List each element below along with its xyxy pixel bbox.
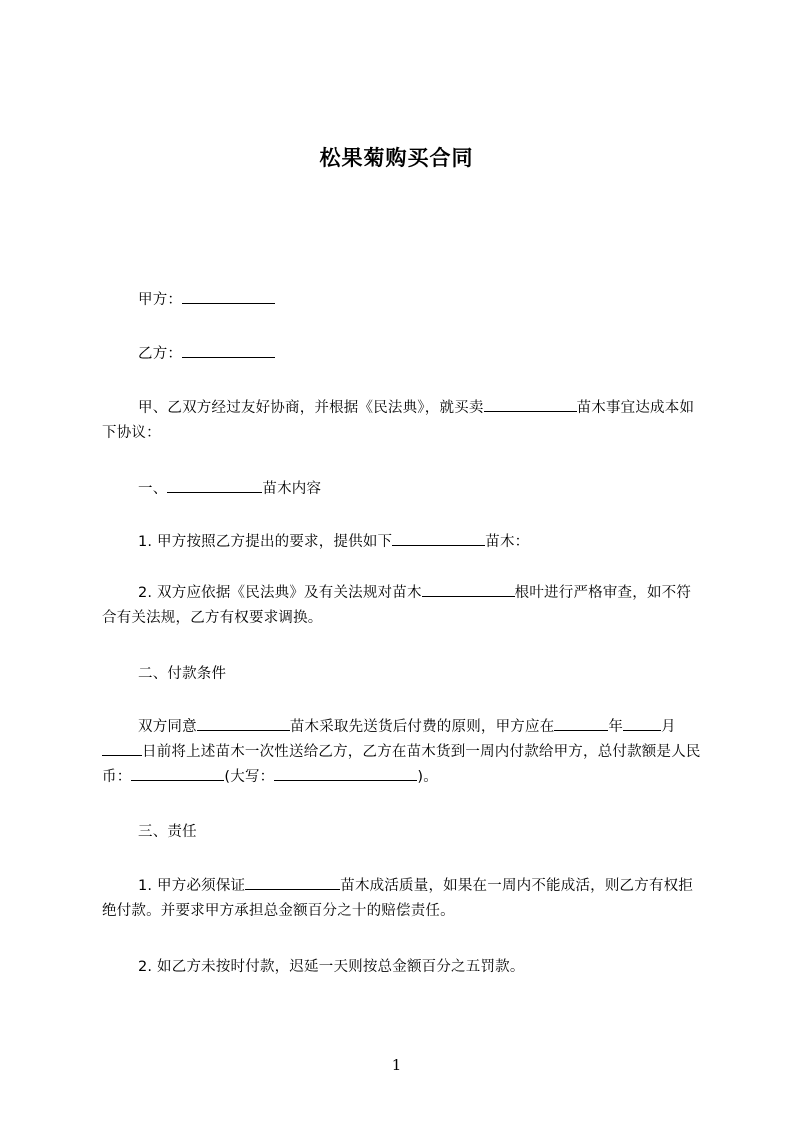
- clause-3-2: 2. 如乙方未按时付款，迟延一天则按总金额百分之五罚款。: [138, 959, 525, 975]
- contract-title: 松果菊购买合同: [319, 146, 474, 170]
- clause-1-2: [102, 581, 702, 631]
- section-1-blank[interactable]: [167, 477, 262, 493]
- party-b-blank[interactable]: [182, 342, 275, 358]
- clause-1-2-text-b: 根叶进行严格审查，如不符合有关法规，乙方有权要求调换。: [102, 585, 692, 626]
- clause-1-1-blank[interactable]: [392, 530, 485, 546]
- page-number: 1: [391, 1056, 402, 1074]
- party-a-line: [102, 288, 702, 313]
- payment-amount-blank[interactable]: [131, 765, 224, 781]
- clause-1-2-text-a: 2. 双方应依据《民法典》及有关法规对苗木: [138, 585, 422, 601]
- section-1-text: 苗木内容: [262, 481, 322, 497]
- payment-day-blank[interactable]: [102, 740, 142, 756]
- payment-seedling-blank[interactable]: [197, 715, 290, 731]
- payment-year-label: 年: [608, 719, 624, 735]
- party-b-label: 乙方：: [138, 346, 183, 362]
- clause-1-1-text-a: 1. 甲方按照乙方提出的要求，提供如下: [138, 534, 393, 550]
- clause-3-1: [102, 874, 702, 924]
- intro-text-b: 苗木事宜达成本如下协议：: [102, 400, 695, 441]
- intro-seedling-blank[interactable]: [484, 396, 577, 412]
- clause-3-1-text-a: 1. 甲方必须保证: [138, 878, 246, 894]
- payment-text-f: (大写：: [224, 769, 275, 785]
- payment-year-blank[interactable]: [554, 715, 608, 731]
- party-a-blank[interactable]: [182, 288, 275, 304]
- clause-3-1-blank[interactable]: [245, 874, 340, 890]
- payment-text-b: 苗木采取先送货后付费的原则，甲方应在: [289, 719, 555, 735]
- payment-month-blank[interactable]: [623, 715, 661, 731]
- section-1-heading: [102, 477, 702, 502]
- party-b-line: [102, 342, 702, 367]
- payment-paragraph: [102, 715, 702, 790]
- intro-paragraph: [102, 396, 702, 446]
- party-a-label: 甲方：: [138, 292, 183, 308]
- clause-3-1-text-b: 苗木成活质量，如果在一周内不能成活，则乙方有权拒绝付款。并要求甲方承担总金额百分之十的赔偿责任。: [102, 878, 694, 919]
- payment-text-e: 日前将上述苗木一次性送给乙方，乙方在苗木货到一周内付款给甲方，总付款额是人民币：: [102, 744, 701, 785]
- clause-1-1: [102, 530, 702, 555]
- section-1-number: 一、: [138, 481, 168, 497]
- clause-1-1-text-b: 苗木：: [485, 534, 530, 550]
- payment-text-g: )。: [417, 769, 438, 785]
- section-3-heading: 三、责任: [138, 824, 197, 840]
- intro-text-a: 甲、乙双方经过友好协商，并根据《民法典》，就买卖: [138, 400, 484, 416]
- clause-1-2-blank[interactable]: [422, 581, 515, 597]
- payment-amount-words-blank[interactable]: [274, 765, 417, 781]
- section-2-heading: 二、付款条件: [138, 666, 227, 682]
- payment-month-label: 月: [661, 719, 676, 735]
- payment-text-a: 双方同意: [138, 719, 197, 735]
